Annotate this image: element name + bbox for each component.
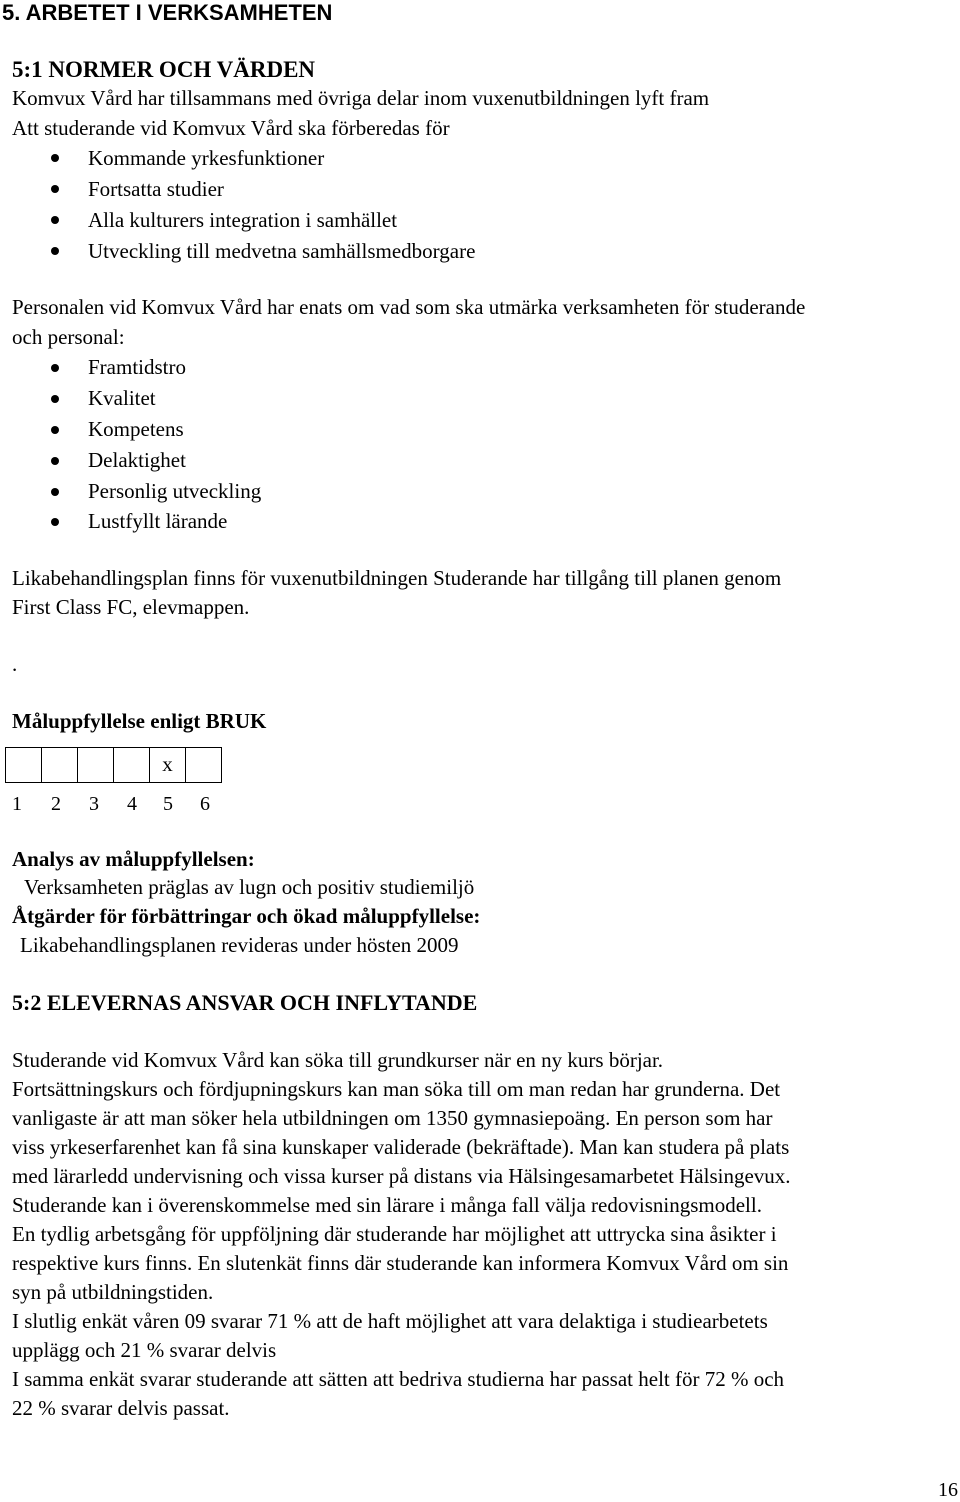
scale-label: 2 — [51, 793, 61, 815]
paragraph-line: Studerande kan i överenskommelse med sin lärare i många fall välja redovisningsmodell. — [12, 1193, 762, 1217]
rating-box-5: x — [149, 747, 186, 783]
intro-line-1: Komvux Vård har tillsammans med övriga delar inom vuxenutbildningen lyft fram — [12, 86, 710, 110]
scale-label: 1 — [12, 793, 22, 815]
section-title: 5. ARBETET I VERKSAMHETEN — [2, 0, 333, 25]
bullet-dot — [51, 457, 59, 465]
paragraph-line: 22 % svarar delvis passat. — [12, 1396, 230, 1420]
subsection-heading-5-2: 5:2 ELEVERNAS ANSVAR OCH INFLYTANDE — [12, 990, 478, 1015]
list-item: Alla kulturers integration i samhället — [88, 208, 398, 232]
paragraph-line: Likabehandlingsplan finns för vuxenutbildningen Studerande har tillgång till planen genom — [12, 566, 782, 590]
paragraph-line: och personal: — [12, 325, 125, 349]
paragraph-line: vanligaste är att man söker hela utbildningen om 1350 gymnasiepoäng. En person som har — [12, 1106, 773, 1130]
stray-dot: . — [12, 652, 18, 676]
scale-label: 3 — [89, 793, 99, 815]
bullet-dot — [51, 395, 59, 403]
paragraph-line: Studerande vid Komvux Vård kan söka till grundkurser när en ny kurs börjar. — [12, 1048, 664, 1072]
rating-box-4 — [113, 747, 150, 783]
list-item: Fortsatta studier — [88, 177, 224, 201]
paragraph-line: viss yrkeserfarenhet kan få sina kunskaper validerade (bekräftade). Man kan studera på plats — [12, 1135, 790, 1159]
paragraph-line: I samma enkät svarar studerande att sätten att bedriva studierna har passat helt för 72 % och — [12, 1367, 785, 1391]
rating-box-1 — [5, 747, 42, 783]
rating-box-6 — [185, 747, 222, 783]
paragraph-line: respektive kurs finns. En slutenkät finns där studerande kan informera Komvux Vård om sin — [12, 1251, 789, 1275]
list-item: Utveckling till medvetna samhällsmedborgare — [88, 239, 476, 263]
bullet-dot — [51, 185, 59, 193]
scale-label: 6 — [200, 793, 210, 815]
page-number: 16 — [938, 1479, 958, 1501]
paragraph-line: First Class FC, elevmappen. — [12, 595, 250, 619]
paragraph-line: I slutlig enkät våren 09 svarar 71 % att de haft möjlighet att vara delaktiga i studiearbetets — [12, 1309, 768, 1333]
paragraph-line: Fortsättningskurs och fördjupningskurs kan man söka till om man redan har grunderna. Det — [12, 1077, 781, 1101]
goal-heading: Måluppfyllelse enligt BRUK — [12, 709, 267, 733]
paragraph-line: syn på utbildningstiden. — [12, 1280, 214, 1304]
list-item: Kompetens — [88, 417, 184, 441]
bullet-dot — [51, 518, 59, 526]
actions-heading: Åtgärder för förbättringar och ökad måluppfyllelse: — [12, 904, 481, 928]
bullet-dot — [51, 247, 59, 255]
rating-box-3 — [77, 747, 114, 783]
bullet-dot — [51, 488, 59, 496]
goal-rating-boxes — [5, 747, 222, 783]
analysis-text: Verksamheten präglas av lugn och positiv studiemiljö — [24, 875, 475, 899]
paragraph-line: Personalen vid Komvux Vård har enats om vad som ska utmärka verksamheten för studerande — [12, 295, 806, 319]
list-item: Personlig utveckling — [88, 479, 262, 503]
rating-box-2 — [41, 747, 78, 783]
scale-label: 4 — [127, 793, 137, 815]
intro-line-2: Att studerande vid Komvux Vård ska förberedas för — [12, 116, 450, 140]
list-item: Kommande yrkesfunktioner — [88, 146, 325, 170]
subsection-heading-5-1: 5:1 NORMER OCH VÄRDEN — [12, 57, 316, 82]
paragraph-line: En tydlig arbetsgång för uppföljning där studerande har möjlighet att uttrycka sina åsikter i — [12, 1222, 777, 1246]
bullet-dot — [51, 216, 59, 224]
list-item: Kvalitet — [88, 386, 156, 410]
scale-label: 5 — [163, 793, 173, 815]
analysis-heading: Analys av måluppfyllelsen: — [12, 847, 255, 871]
list-item: Delaktighet — [88, 448, 186, 472]
list-item: Lustfyllt lärande — [88, 509, 228, 533]
actions-text: Likabehandlingsplanen revideras under hösten 2009 — [20, 933, 459, 957]
bullet-dot — [51, 426, 59, 434]
list-item: Framtidstro — [88, 355, 186, 379]
paragraph-line: med lärarledd undervisning och vissa kurser på distans via Hälsingesamarbetet Hälsingevux. — [12, 1164, 791, 1188]
bullet-dot — [51, 364, 59, 372]
paragraph-line: upplägg och 21 % svarar delvis — [12, 1338, 277, 1362]
bullet-dot — [51, 154, 59, 162]
